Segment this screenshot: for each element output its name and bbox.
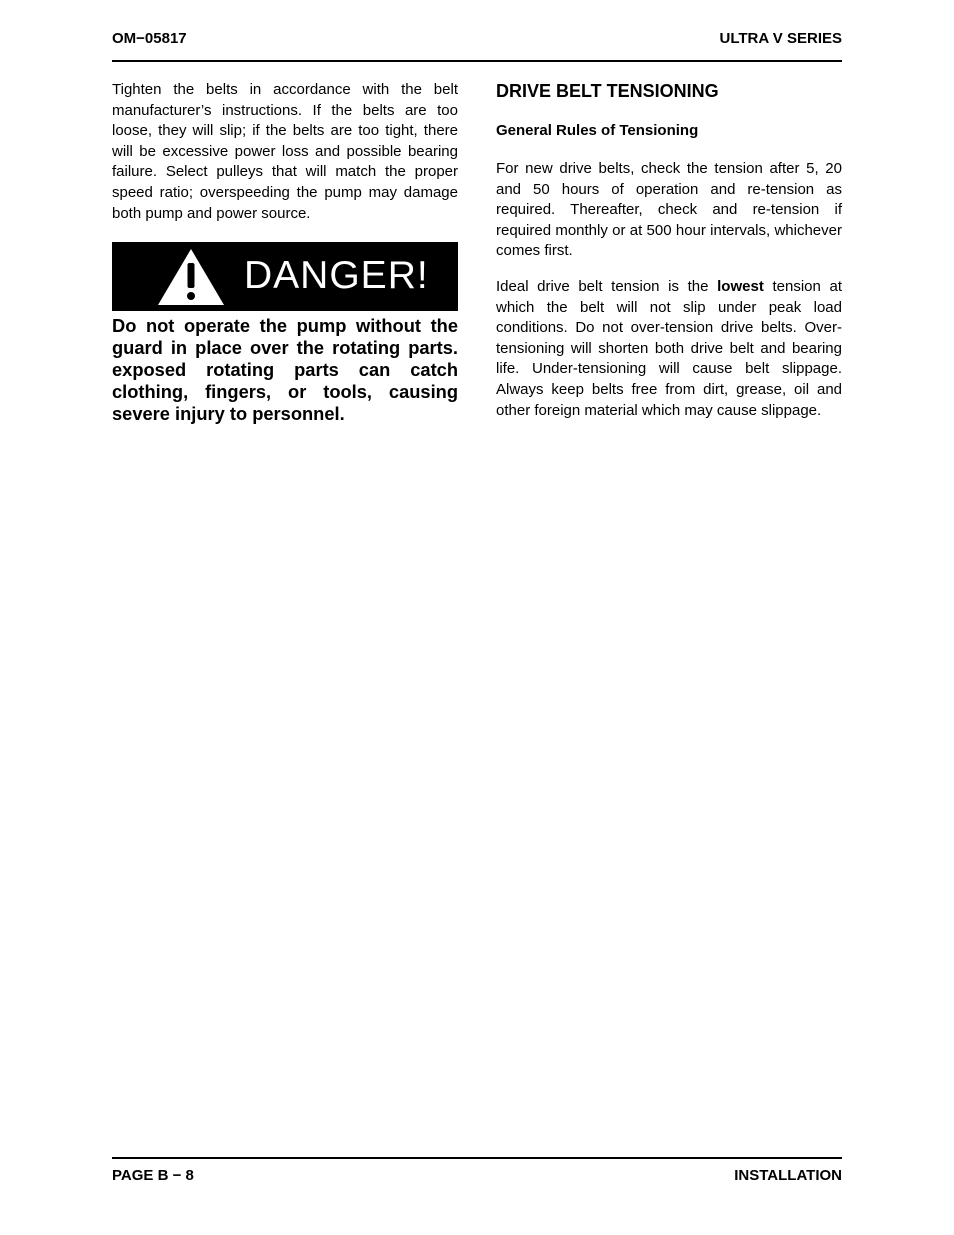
ideal-tension-paragraph [496, 277, 842, 421]
series-name: ULTRA V SERIES [719, 30, 842, 47]
ideal-tension-emphasis: lowest [717, 277, 764, 295]
section-name: INSTALLATION [734, 1167, 842, 1184]
right-column [496, 80, 842, 421]
page-number: PAGE B − 8 [112, 1167, 194, 1184]
belt-intro-paragraph: Tighten the belts in accordance with the belt manufacturer’s instructions. If the belts are too loose, they will slip; if the belts are too tight, there will be excessive power loss and possible bearing failure. Select pulleys that will match the proper speed ratio; overspeeding the pump may damage both pump and power source. [112, 81, 458, 222]
left-column [112, 80, 458, 443]
doc-number: OM−05817 [112, 30, 187, 47]
danger-message: Do not operate the pump without the guard in place over the rotating parts. exposed rotating parts can catch clothing, fingers, or tools, causing severe injury to personnel. [112, 315, 458, 425]
page-header [112, 30, 842, 62]
ideal-tension-text-before: Ideal drive belt tension is the [496, 277, 718, 295]
danger-banner [112, 242, 458, 311]
section-title: DRIVE BELT TENSIONING [496, 81, 719, 101]
ideal-tension-text-after: tension at which the belt will not slip under peak load conditions. Do not over-tension drive belts. Over-tensioning will shorten both drive belt and bearing life. Under-tensioning will cause belt slippage. Always keep belts free from dirt, grease, oil and other foreign material which may cause slippage. [496, 277, 842, 419]
tension-schedule-paragraph: For new drive belts, check the tension after 5, 20 and 50 hours of operation and re-tension as required. Thereafter, check and re-tension if required monthly or at 500 hour intervals, whichever comes first. [496, 160, 842, 260]
warning-triangle-icon [156, 247, 226, 307]
subsection-title: General Rules of Tensioning [496, 122, 699, 139]
danger-label: DANGER! [244, 254, 429, 298]
page-footer [112, 1157, 842, 1189]
